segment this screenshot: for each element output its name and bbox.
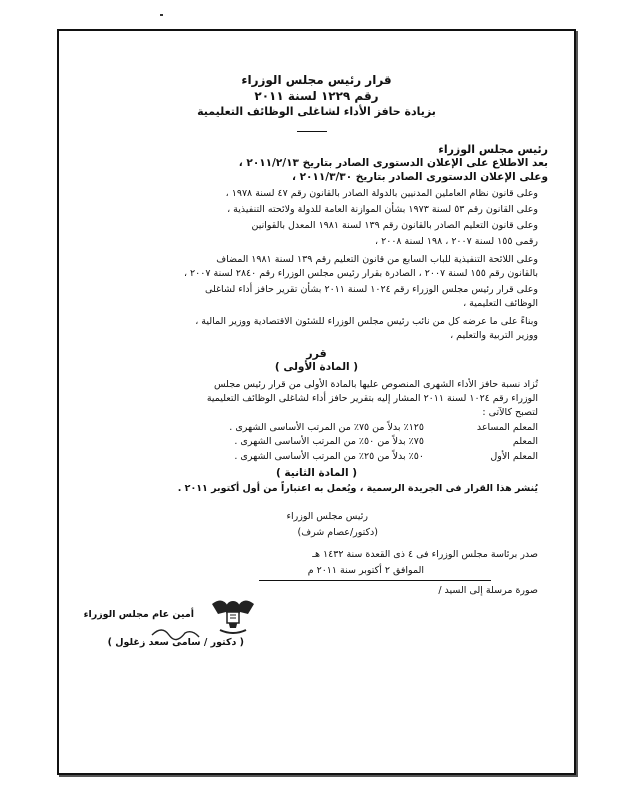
article1-heading: ( المادة الأولى ) — [274, 361, 359, 373]
rate-title: المعلم — [512, 436, 538, 447]
preamble-line: وعلى قانون التعليم الصادر بالقانون رقم ١٣٩ لسنة ١٩٨١ المعدل بالقوانين — [251, 220, 538, 231]
preamble-line: بعد الاطلاع على الإعلان الدستورى الصادر بتاريخ ٢٠١١/٢/١٣ ، — [238, 157, 548, 169]
decree-title: قرار رئيس مجلس الوزراء — [241, 73, 392, 87]
rate-title: المعلم الأول — [490, 451, 538, 462]
preamble-line: وعلى قانون نظام العاملين المدنيين بالدولة الصادر بالقانون رقم ٤٧ لسنة ١٩٧٨ ، — [225, 188, 538, 199]
issued-date: الموافق ٢ أكتوبر سنة ٢٠١١ م — [307, 565, 424, 576]
preamble-line: وعلى اللائحة التنفيذية للباب السابع من قانون التعليم رقم ١٣٩ لسنة ١٩٨١ المضاف — [216, 254, 538, 265]
article1-line: الوزراء رقم ١٠٢٤ لسنة ٢٠١١ المشار إليه بتقرير حافز أداء لشاغلى الوظائف التعليمية — [206, 393, 538, 404]
preamble-line: بالقانون رقم ١٥٥ لسنة ٢٠٠٧ ، الصادرة بقرار رئيس مجلس الوزراء رقم ٢٨٤٠ لسنة ٢٠٠٧ ، — [183, 268, 538, 279]
rate-value: ٧٥٪ بدلاً من ٥٠٪ من المرتب الأساسى الشهرى . — [234, 436, 424, 447]
signature-name: (دكتور/عصام شرف) — [297, 527, 378, 538]
preamble-line: الوظائف التعليمية ، — [463, 298, 538, 309]
decree-number: رقم ١٢٢٩ لسنة ٢٠١١ — [254, 89, 379, 103]
copy-to-line: صورة مرسلة إلى السيد / — [438, 585, 538, 596]
preamble-line: وعلى الإعلان الدستورى الصادر بتاريخ ٢٠١١/٣/٣٠ ، — [291, 171, 548, 183]
signature-title: رئيس مجلس الوزراء — [286, 511, 368, 522]
eagle-emblem-icon — [206, 588, 260, 638]
decision-heading: قرر — [306, 347, 327, 360]
rate-title: المعلم المساعد — [476, 422, 538, 433]
article2-heading: ( المادة الثانية ) — [275, 467, 358, 479]
rate-value: ١٢٥٪ بدلاً من ٧٥٪ من المرتب الأساسى الشهرى . — [229, 422, 424, 433]
preamble-line: وعلى القانون رقم ٥٣ لسنة ١٩٧٣ بشأن الموازنة العامة للدولة ولائحته التنفيذية ، — [227, 204, 538, 215]
article2-text: يُنشر هذا القرار فى الجريدة الرسمية ، ويُعمل به اعتباراً من أول أكتوبر ٢٠١١ . — [177, 483, 538, 494]
scan-speck — [160, 14, 163, 16]
date-underline — [259, 580, 491, 581]
document-frame — [57, 29, 576, 775]
issuer-line: رئيس مجلس الوزراء — [438, 143, 548, 156]
rate-value: ٥٠٪ بدلاً من ٢٥٪ من المرتب الأساسى الشهرى . — [234, 451, 424, 462]
secretary-title: أمين عام مجلس الوزراء — [83, 609, 194, 620]
preamble-line: رقمى ١٥٥ لسنة ٢٠٠٧ ، ١٩٨ لسنة ٢٠٠٨ ، — [375, 236, 538, 247]
article1-line: تُزاد نسبة حافز الأداء الشهرى المنصوص عليها بالمادة الأولى من قرار رئيس مجلس — [213, 379, 538, 390]
article1-line: لتصبح كالآتى : — [482, 407, 538, 418]
issued-line: صدر برئاسة مجلس الوزراء فى ٤ ذى القعدة سنة ١٤٣٢ هـ — [312, 549, 538, 560]
title-divider — [297, 131, 327, 132]
decree-subject: بزيادة حافز الأداء لشاغلى الوظائف التعليمية — [197, 105, 436, 118]
preamble-line: وبناءً على ما عرضه كل من نائب رئيس مجلس الوزراء للشئون الاقتصادية ووزير المالية ، — [195, 316, 538, 327]
preamble-line: ووزير التربية والتعليم ، — [450, 330, 538, 341]
preamble-line: وعلى قرار رئيس مجلس الوزراء رقم ١٠٢٤ لسنة ٢٠١١ بشأن تقرير حافز أداء لشاغلى — [204, 284, 538, 295]
secretary-name: ( دكتور / سامى سعد زغلول ) — [107, 637, 244, 648]
